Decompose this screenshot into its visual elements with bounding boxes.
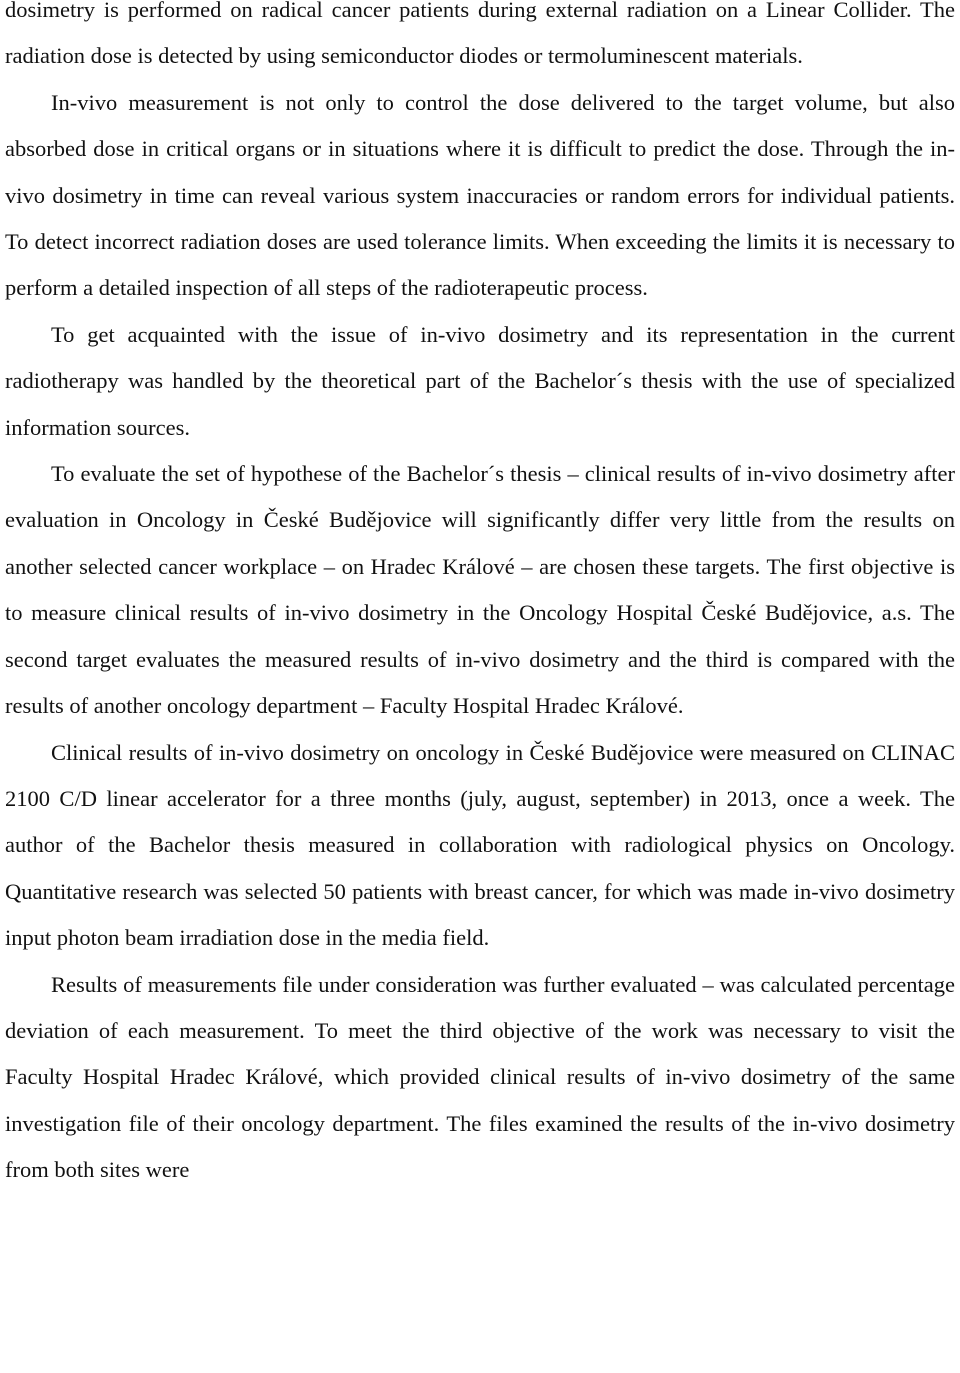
paragraph-continued: dosimetry is performed on radical cancer patients during external radiation on a Linear Collider. The radiation dose is detected by using semiconductor diodes or termoluminescent materials.	[5, 0, 955, 69]
paragraph-in-vivo-measurement: In-vivo measurement is not only to control the dose delivered to the target volume, but also absorbed dose in critical organs or in situations where it is difficult to predict the dose. Through the in-vivo dosimetry in time can reveal various system inaccuracies or random errors for individual patients. To detect incorrect radiation doses are used tolerance limits. When exceeding the limits it is necessary to perform a detailed inspection of all steps of the radioterapeutic process.	[5, 89, 955, 301]
document-page	[5, 0, 955, 1194]
paragraph-objectives: To evaluate the set of hypothese of the Bachelor´s thesis – clinical results of in-vivo dosimetry after evaluation in Oncology in České Budějovice will significantly differ very little from the results on another selected cancer workplace – on Hradec Králové – are chosen these targets. The first objective is to measure clinical results of in-vivo dosimetry in the Oncology Hospital České Budějovice, a.s. The second target evaluates the measured results of in-vivo dosimetry and the third is compared with the results of another oncology department – Faculty Hospital Hradec Králové.	[5, 461, 955, 719]
paragraph-results-evaluation: Results of measurements file under consideration was further evaluated – was calculated percentage deviation of each measurement. To meet the third objective of the work was necessary to visit the Faculty Hospital Hradec Králové, which provided clinical results of in-vivo dosimetry of the same investigation file of their oncology department. The files examined the results of the in-vivo dosimetry from both sites were	[5, 971, 955, 1183]
paragraph-clinical-results: Clinical results of in-vivo dosimetry on oncology in České Budějovice were measured on CLINAC 2100 C/D linear accelerator for a three months (july, august, september) in 2013, once a week. The author of the Bachelor thesis measured in collaboration with radiological physics on Oncology. Quantitative research was selected 50 patients with breast cancer, for which was made in-vivo dosimetry input photon beam irradiation dose in the media field.	[5, 739, 955, 951]
paragraph-theoretical-part: To get acquainted with the issue of in-vivo dosimetry and its representation in the current radiotherapy was handled by the theoretical part of the Bachelor´s thesis with the use of specialized information sources.	[5, 321, 955, 440]
